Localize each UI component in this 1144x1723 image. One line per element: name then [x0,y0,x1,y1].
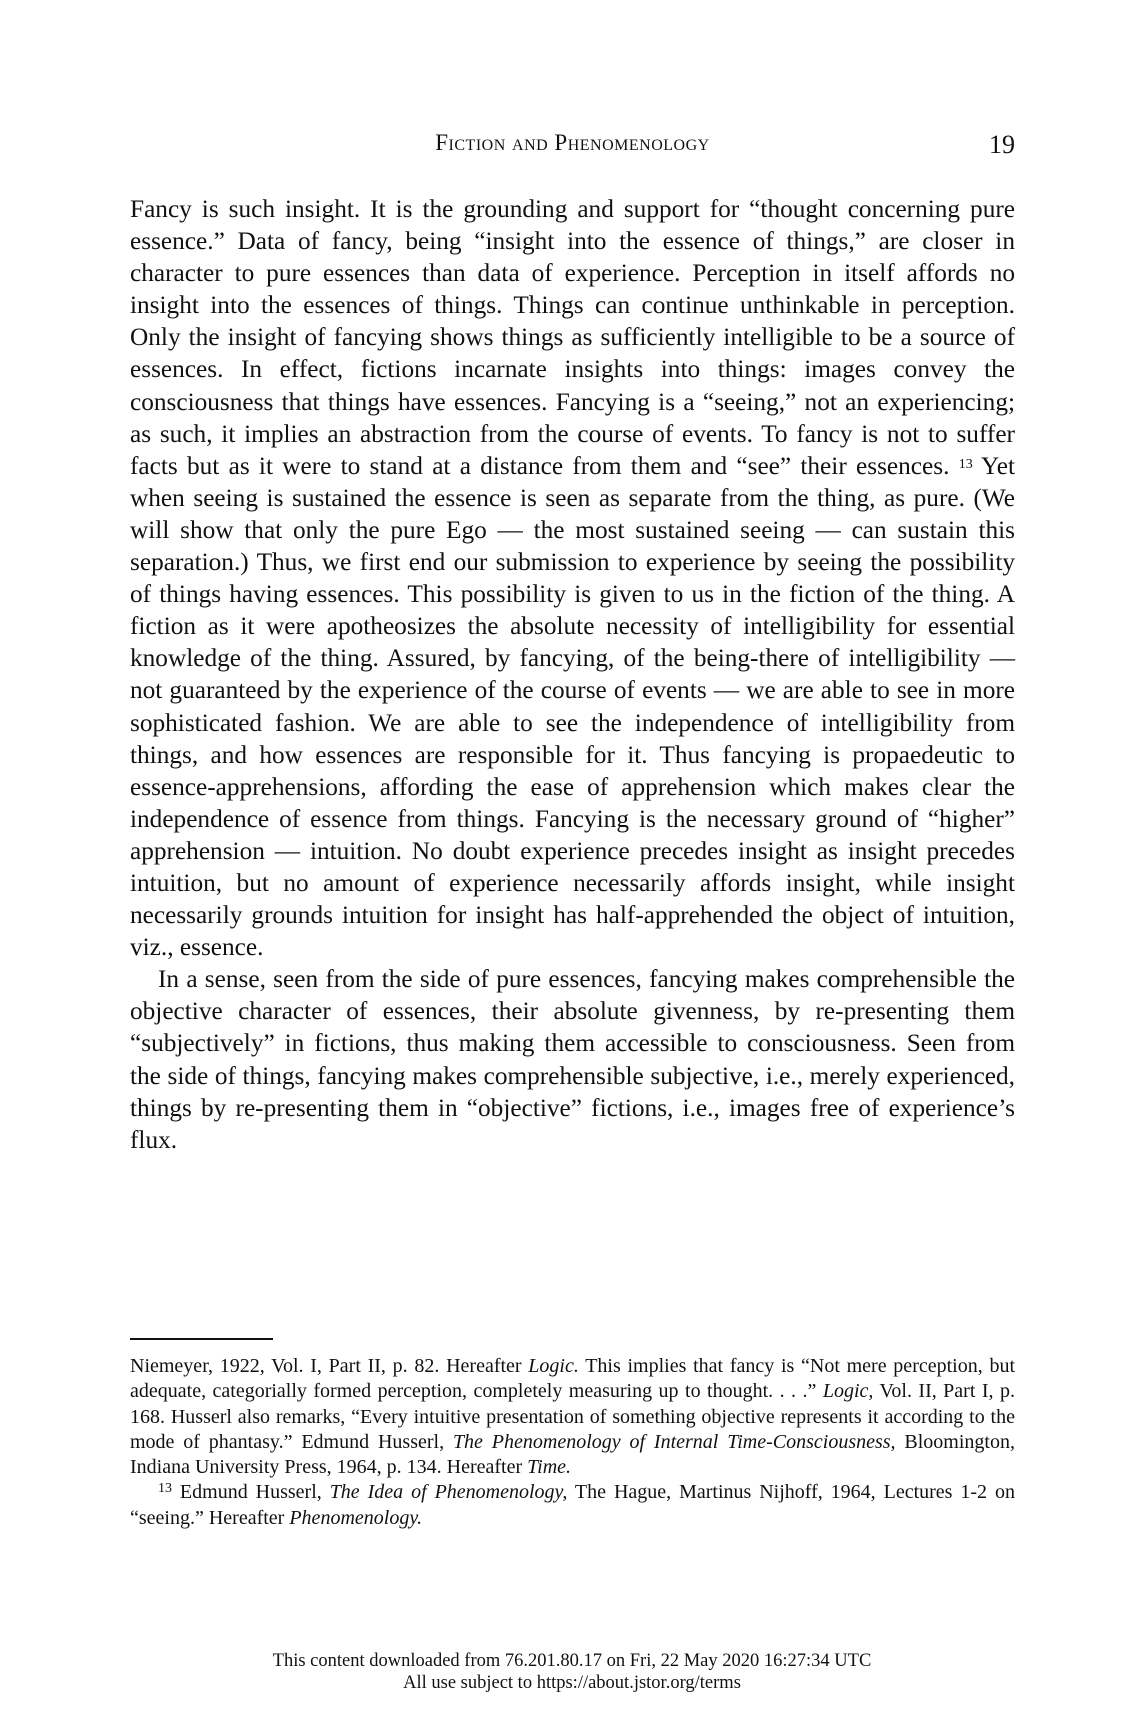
footnote-13-text: Edmund Husserl, [172,1481,330,1504]
footnote-13-number: 13 [158,1481,172,1497]
footnote-13-text-2: The Hague, Martinus Nijhoff, 1964, Lectures 1-2 on “seeing.” Hereafter [130,1481,1015,1529]
footnotes [130,1354,1015,1531]
footnote-12-italic-logic-2: Logic, [822,1380,874,1403]
body-text [130,193,1015,1156]
running-head: Fiction and Phenomenology [435,130,710,155]
footnote-13-italic-short: Phenomenology. [289,1506,423,1529]
paragraph-1-text-b: Yet when seeing is sustained the essence is seen as separate from the thing, as pure. (We will show that only the pure Ego — the most sustained seeing — can sustain this separation.) Thus, we first end our submission to experience by seeing the possibility of things having essences. This possibility is given to us in the fiction of the thing. A fiction as it were apotheosizes the absolute necessity of intelligibility for essential knowledge of the thing. Assured, by fancying, of the being-there of intelligibility — not guaranteed by the experience of the course of events — we are able to see in more sophisticated fashion. We are able to see the independence of intelligibility from things, and how essences are responsible for it. Thus fancying is propaedeutic to essence-apprehensions, affording the ease of apprehension which makes clear the independence of essence from things. Fancying is the necessary ground of “higher” apprehension — intuition. No doubt experience precedes insight as insight precedes intuition, but no amount of experience necessarily affords insight, while insight necessarily grounds intuition for insight has half-apprehended the object of intuition, viz., essence. [130,451,1015,962]
paragraph-1 [130,193,1015,963]
footnote-12-italic-title: The Phenomenology of Internal Time-Consciousness, [452,1430,896,1453]
footnote-12-italic-time: Time. [527,1456,572,1479]
paragraph-1-text-a: Fancy is such insight. It is the grounding and support for “thought concerning pure essence.” Data of fancy, being “insight into the essence of things,” are closer in character to pure essences than data of experience. Perception in itself affords no insight into the essences of things. Things can continue unthinkable in perception. Only the insight of fancying shows things as sufficiently intelligible to be a source of essences. In effect, fictions incarnate insights into things: images convey the consciousness that things have essences. Fancying is a “seeing,” not an experiencing; as such, it implies an abstraction from the course of events. To fancy is not to suffer facts but as it were to stand at a distance from them and “see” their essences. [130,195,1015,480]
footnote-13-italic-title: The Idea of Phenomenology, [329,1481,568,1504]
download-notice [0,1650,1144,1694]
download-notice-line-1: This content downloaded from 76.201.80.17 on Fri, 22 May 2020 16:27:34 UTC [272,1651,872,1671]
paragraph-2: In a sense, seen from the side of pure essences, fancying makes comprehensible the objective character of essences, their absolute givenness, by re-presenting them “subjectively” in fictions, thus making them accessible to consciousness. Seen from the side of things, fancying makes comprehensible subjective, i.e., merely experienced, things by re-presenting them in “objective” fictions, i.e., images free of experience’s flux. [130,965,1015,1154]
footnote-12 [130,1354,1015,1480]
page-header [130,130,1015,170]
footnote-12-text-2: This implies that fancy is “Not mere perception, but adequate, categorially formed perception, completely measuring up to thought. . . .” [130,1355,1015,1403]
footnote-12-italic-logic: Logic. [528,1355,579,1377]
download-notice-line-2: All use subject to https://about.jstor.org/terms [403,1673,741,1693]
footnote-13 [130,1480,1015,1531]
footnote-12-text-4: Bloomington, Indiana University Press, 1964, p. 134. Hereafter [130,1430,1015,1479]
footnote-separator [130,1338,273,1340]
footnote-ref-13: 13 [958,456,973,472]
footnote-12-text: Niemeyer, 1922, Vol. I, Part II, p. 82. Hereafter [130,1355,529,1377]
page-number: 19 [989,130,1015,159]
footnote-12-text-3: Vol. II, Part I, p. 168. Husserl also remarks, “Every intuitive presentation of something objective represents it according to the mode of phantasy.” Edmund Husserl, [130,1380,1015,1453]
